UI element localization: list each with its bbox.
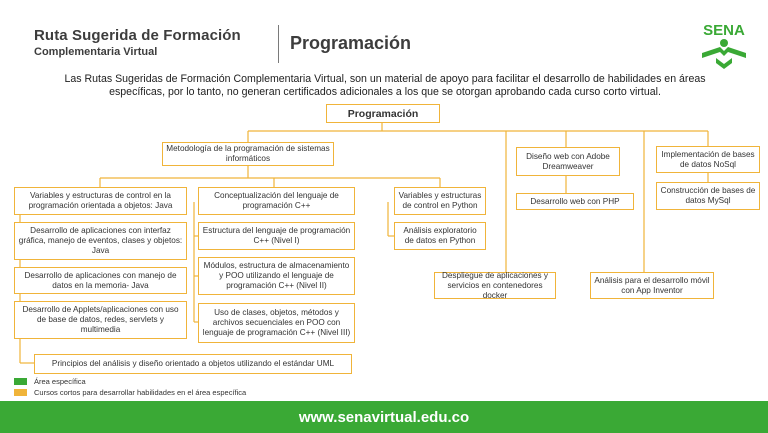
footer-url[interactable]: www.senavirtual.edu.co — [298, 409, 470, 426]
intro-line-1: Las Rutas Sugeridas de Formación Complementaria Virtual, son un material de apoyo para facilitar el desarrollo de habilidades en áreas — [64, 73, 706, 85]
area-python: Variables y estructuras de control en Python — [394, 187, 486, 215]
course-java-1: Desarrollo de aplicaciones con interfaz gráfica, manejo de eventos, clases y objetos: Java — [14, 222, 187, 260]
course-python-1: Análisis exploratorio de datos en Python — [394, 222, 486, 250]
area-nosql: Implementación de bases de datos NoSql — [656, 146, 760, 173]
course-cpp-3: Uso de clases, objetos, métodos y archivos secuenciales en POO con lenguaje de programación C++ (Nivel III) — [198, 303, 355, 343]
course-docker: Despliegue de aplicaciones y servicios en contenedores docker — [434, 272, 556, 299]
legend-area-label: Área específica — [34, 377, 86, 386]
course-java-2: Desarrollo de aplicaciones con manejo de datos en la memoria- Java — [14, 267, 187, 294]
header-subtitle: Complementaria Virtual — [34, 46, 158, 58]
sena-logo-text: SENA — [703, 22, 745, 39]
header-title: Ruta Sugerida de Formación — [34, 27, 241, 44]
course-java-3: Desarrollo de Applets/aplicaciones con uso de base de datos, redes, servlets y multimedia — [14, 301, 187, 339]
course-cpp-2: Módulos, estructura de almacenamiento y POO utilizando el lenguaje de programación C++ (Nivel II) — [198, 257, 355, 295]
area-java: Variables y estructuras de control en la programación orientada a objetos: Java — [14, 187, 187, 215]
course-cpp-1: Estructura del lenguaje de programación C++ (Nivel I) — [198, 222, 355, 250]
area-cpp: Conceptualización del lenguaje de programación C++ — [198, 187, 355, 215]
root-node-programacion: Programación — [326, 104, 440, 123]
intro-line-2: específicas, por lo tanto, no generan certificados adicionales a los que se otorgan aprobando cada curso corto virtual. — [109, 86, 661, 98]
header-program: Programación — [290, 33, 412, 53]
legend-cursos-label: Cursos cortos para desarrollar habilidades en el área específica — [34, 388, 247, 397]
area-uml: Principios del análisis y diseño orientado a objetos utilizando el estándar UML — [34, 354, 352, 374]
area-web-dreamweaver: Diseño web con Adobe Dreamweaver — [516, 147, 620, 176]
area-metodologia: Metodología de la programación de sistemas informáticos — [162, 142, 334, 166]
course-app-inventor: Análisis para el desarrollo móvil con App Inventor — [590, 272, 714, 299]
legend-area-swatch — [14, 378, 27, 385]
course-web-php: Desarrollo web con PHP — [516, 193, 634, 210]
legend-cursos-swatch — [14, 389, 27, 396]
course-mysql: Construcción de bases de datos MySql — [656, 182, 760, 210]
